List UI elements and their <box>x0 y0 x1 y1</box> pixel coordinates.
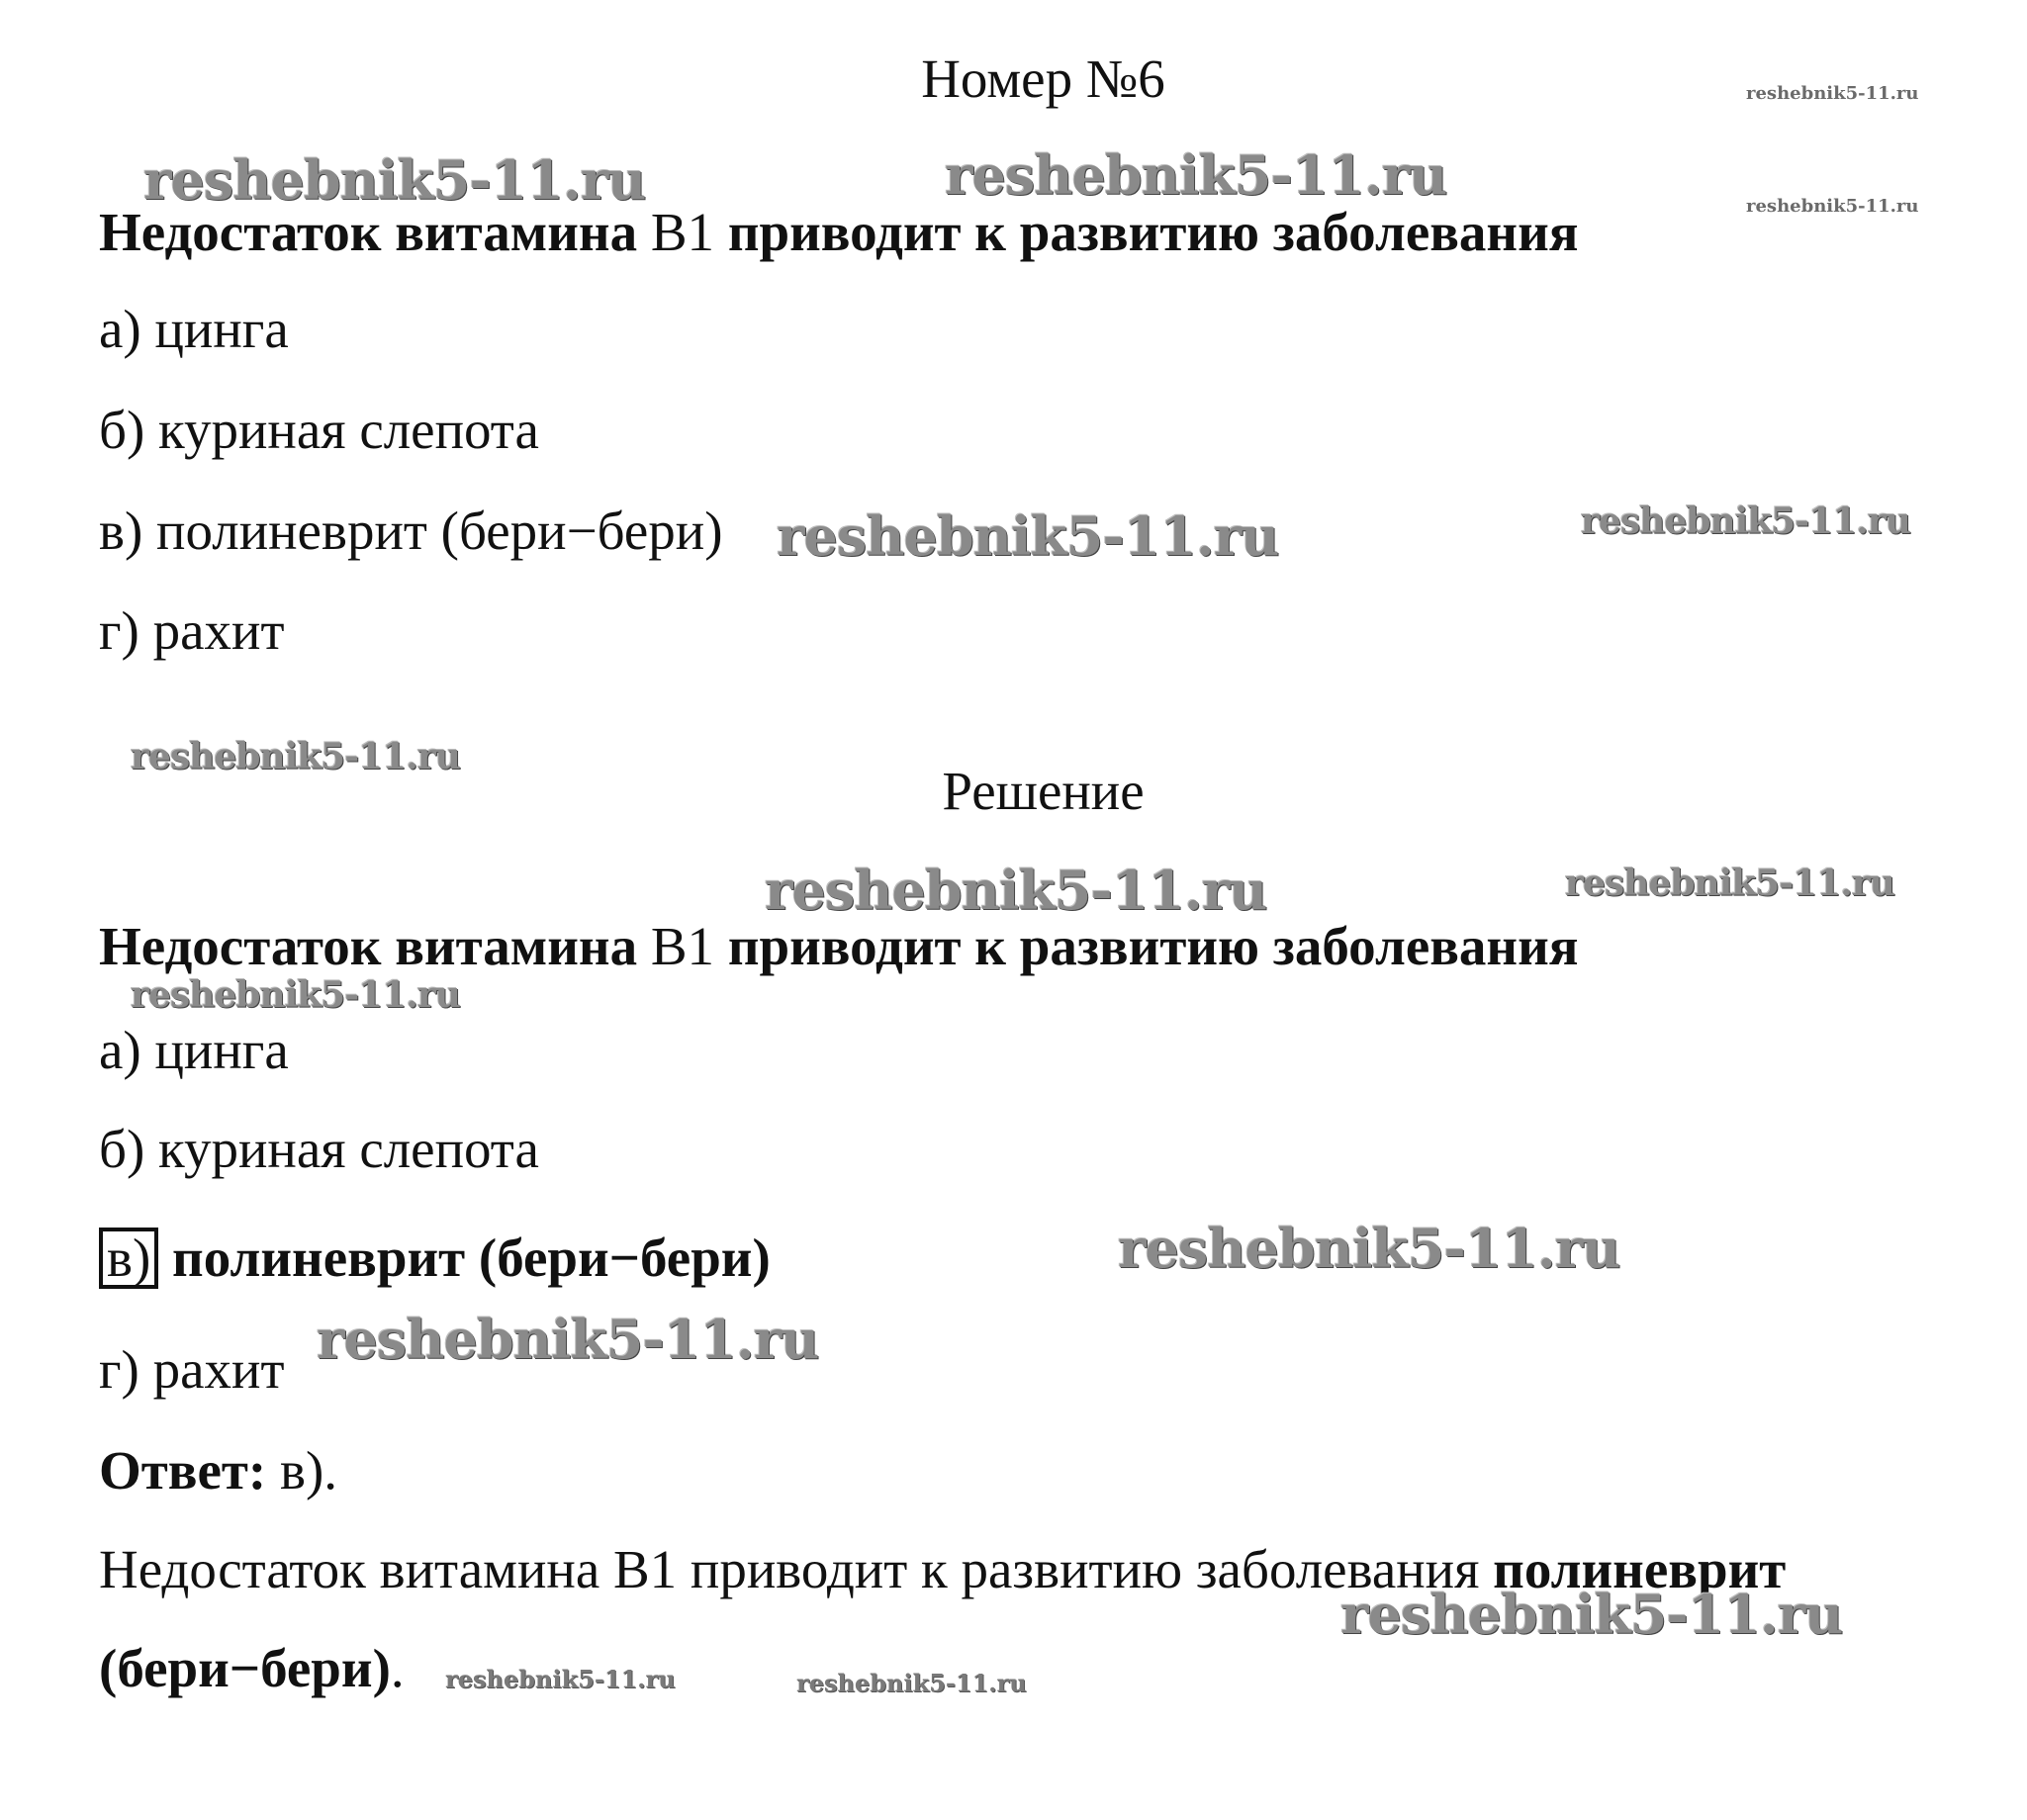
watermark: reshebnik5-11.ru <box>143 148 646 212</box>
watermark: reshebnik5-11.ru <box>796 1669 1027 1697</box>
explanation-line-2 <box>99 1637 405 1700</box>
solution-question-text <box>99 915 1579 978</box>
solution-title: Решение <box>942 761 1145 821</box>
watermark: reshebnik5-11.ru <box>131 736 460 777</box>
solution-vitamin: B1 <box>637 916 728 976</box>
solution-bold-start: Недостаток витамина <box>99 916 638 976</box>
watermark: reshebnik5-11.ru <box>1746 83 1919 104</box>
watermark: reshebnik5-11.ru <box>765 859 1267 922</box>
watermark: reshebnik5-11.ru <box>945 143 1447 207</box>
question-option-c: в) полиневрит (бери−бери) <box>99 500 723 561</box>
question-bold-start: Недостаток витамина <box>99 202 638 262</box>
question-option-d: г) рахит <box>99 600 285 661</box>
page-title: Номер №6 <box>921 48 1165 109</box>
correct-answer-box: в) <box>99 1228 158 1289</box>
explanation-bold-1: полиневрит <box>1493 1539 1787 1599</box>
watermark: reshebnik5-11.ru <box>317 1308 819 1371</box>
question-option-a: а) цинга <box>99 299 289 359</box>
answer-label: Ответ: <box>99 1440 267 1501</box>
solution-option-c-correct <box>99 1227 771 1290</box>
explanation-bold-2: (бери−бери) <box>99 1638 391 1698</box>
watermark: reshebnik5-11.ru <box>1118 1217 1620 1280</box>
watermark: reshebnik5-11.ru <box>1565 863 1894 904</box>
correct-answer-text: полиневрит (бери−бери) <box>172 1228 771 1288</box>
solution-option-d: г) рахит <box>99 1339 285 1400</box>
watermark: reshebnik5-11.ru <box>445 1665 676 1693</box>
watermark: reshebnik5-11.ru <box>1340 1583 1843 1646</box>
answer-value: в). <box>266 1440 338 1501</box>
explanation-tail: . <box>390 1638 405 1698</box>
solution-option-a: а) цинга <box>99 1020 289 1080</box>
answer-line <box>99 1439 337 1502</box>
watermark: reshebnik5-11.ru <box>777 504 1279 568</box>
solution-option-b: б) куриная слепота <box>99 1119 539 1179</box>
question-vitamin: B1 <box>637 202 728 262</box>
solution-bold-end: приводит к развитию заболевания <box>727 916 1579 976</box>
watermark: reshebnik5-11.ru <box>131 974 460 1016</box>
question-bold-end: приводит к развитию заболевания <box>727 202 1579 262</box>
watermark: reshebnik5-11.ru <box>1746 196 1919 217</box>
question-option-b: б) куриная слепота <box>99 400 539 460</box>
explanation-plain: Недостаток витамина B1 приводит к развитию заболевания <box>99 1539 1494 1599</box>
watermark: reshebnik5-11.ru <box>1581 500 1910 542</box>
